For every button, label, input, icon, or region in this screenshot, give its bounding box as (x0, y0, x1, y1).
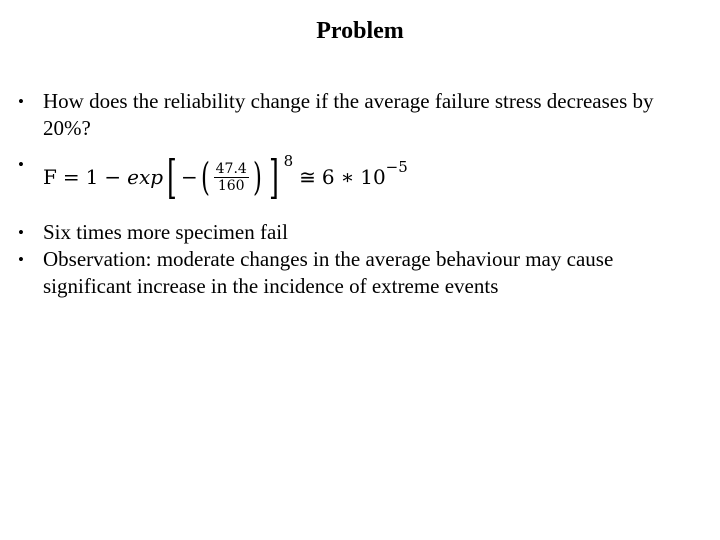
left-paren-icon: ( (200, 155, 210, 199)
bullet-formula (18, 151, 698, 203)
bullet-dot-icon: • (18, 223, 24, 242)
bullet-statement (18, 219, 698, 246)
bullet-dot-icon: • (18, 155, 24, 174)
formula-fraction (214, 161, 249, 194)
bullet-question (18, 88, 698, 142)
formula-base: 10 (360, 164, 386, 189)
left-bracket-icon: [ (167, 150, 177, 204)
right-paren-icon: ) (252, 155, 262, 199)
bullet-observation (18, 246, 698, 300)
observation-text: Observation: moderate changes in the average behaviour may cause significant increase in the incidence of extreme events (43, 247, 614, 298)
exponent-wrap (265, 150, 294, 204)
bullet-dot-icon: • (18, 92, 24, 111)
formula-minus: − (104, 164, 122, 189)
reliability-formula (43, 151, 698, 203)
formula-result-exponent: −5 (385, 157, 408, 176)
formula-coef: 6 (321, 164, 335, 189)
right-bracket-icon: ] (268, 150, 279, 204)
formula-exp: exp (127, 164, 164, 189)
fraction-denominator: 160 (217, 177, 245, 194)
formula-approx: ≅ (299, 164, 316, 189)
statement-text: Six times more specimen fail (43, 220, 288, 244)
formula-lhs: F (43, 164, 57, 189)
formula-neg: − (181, 164, 198, 189)
bullet-dot-icon: • (18, 250, 24, 269)
formula-times: ∗ (340, 164, 355, 189)
formula-exponent: 8 (283, 151, 294, 170)
slide-title: Problem (316, 18, 404, 44)
bullet-list (18, 88, 698, 300)
fraction-numerator: 47.4 (215, 160, 247, 177)
formula-equals: = (62, 164, 80, 189)
question-text: How does the reliability change if the average failure stress decreases by 20%? (43, 89, 654, 140)
formula-one: 1 (85, 164, 99, 189)
